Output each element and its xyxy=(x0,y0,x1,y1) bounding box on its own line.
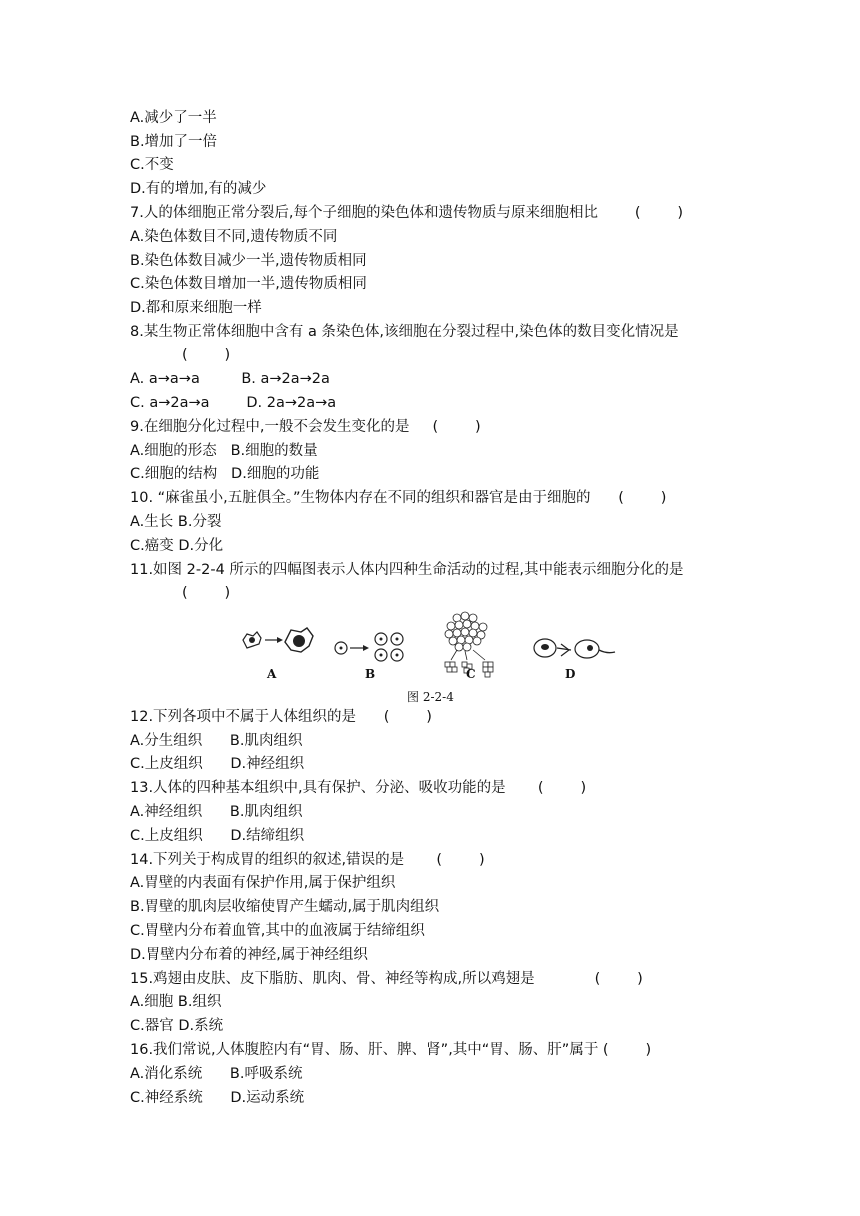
option-line: C.癌变 D.分化 xyxy=(130,538,224,554)
option-line: A.染色体数目不同,遗传物质不同 xyxy=(130,229,338,245)
option-line: A.生长 B.分裂 xyxy=(130,514,222,530)
option-line: C.神经系统 D.运动系统 xyxy=(130,1090,305,1106)
question-13: 13.人体的四种基本组织中,具有保护、分泌、吸收功能的是 ( ) xyxy=(130,780,587,796)
question-15: 15.鸡翅由皮肤、皮下脂肪、肌肉、骨、神经等构成,所以鸡翅是 ( ) xyxy=(130,971,643,987)
option-line: C. a→2a→a D. 2a→2a→a xyxy=(130,395,337,411)
question-11: 11.如图 2-2-4 所示的四幅图表示人体内四种生命活动的过程,其中能表示细胞分化的是 xyxy=(130,562,684,578)
figure-panel-b xyxy=(335,633,403,661)
question-14: 14.下列关于构成胃的组织的叙述,错误的是 ( ) xyxy=(130,852,485,868)
option-line: A.神经组织 B.肌肉组织 xyxy=(130,804,303,820)
option-line: B.染色体数目减少一半,遗传物质相同 xyxy=(130,253,367,269)
option-line: A.胃壁的内表面有保护作用,属于保护组织 xyxy=(130,875,396,891)
question-10: 10. “麻雀虽小,五脏俱全。”生物体内存在不同的组织和器官是由于细胞的 ( ) xyxy=(130,490,667,506)
option-line: C.染色体数目增加一半,遗传物质相同 xyxy=(130,276,367,292)
option-line: B.胃壁的肌肉层收缩使胃产生蠕动,属于肌肉组织 xyxy=(130,899,440,915)
figure-label-c: C xyxy=(466,667,476,681)
option-line: A.消化系统 B.呼吸系统 xyxy=(130,1066,303,1082)
option-line: A.分生组织 B.肌肉组织 xyxy=(130,733,303,749)
question-12: 12.下列各项中不属于人体组织的是 ( ) xyxy=(130,709,432,725)
figure-label-d: D xyxy=(565,667,576,681)
option-line: A.减少了一半 xyxy=(130,110,217,126)
option-line: B.增加了一倍 xyxy=(130,134,218,150)
option-line: C.器官 D.系统 xyxy=(130,1018,224,1034)
question-8: 8.某生物正常体细胞中含有 a 条染色体,该细胞在分裂过程中,染色体的数目变化情况是 xyxy=(130,324,679,340)
option-line: C.胃壁内分布着血管,其中的血液属于结缔组织 xyxy=(130,923,425,939)
option-line: C.细胞的结构 D.细胞的功能 xyxy=(130,466,320,482)
figure-label-a: A xyxy=(267,667,277,681)
question-16: 16.我们常说,人体腹腔内有“胃、肠、肝、脾、肾”,其中“胃、肠、肝”属于 ( ) xyxy=(130,1042,652,1058)
option-line: C.不变 xyxy=(130,157,174,173)
answer-parentheses: ( ) xyxy=(182,347,231,363)
answer-parentheses: ( ) xyxy=(182,585,231,601)
option-line: A.细胞 B.组织 xyxy=(130,994,222,1010)
option-line: D.有的增加,有的减少 xyxy=(130,181,267,197)
option-line: A.细胞的形态 B.细胞的数量 xyxy=(130,443,318,459)
question-7: 7.人的体细胞正常分裂后,每个子细胞的染色体和遗传物质与原来细胞相比 ( ) xyxy=(130,205,684,221)
figure-panel-d xyxy=(534,639,615,658)
figure-label-b: B xyxy=(365,667,376,681)
figure-caption: 图 2-2-4 xyxy=(407,690,454,704)
option-line: A. a→a→a B. a→2a→2a xyxy=(130,371,330,387)
question-9: 9.在细胞分化过程中,一般不会发生变化的是 ( ) xyxy=(130,419,481,435)
option-line: D.都和原来细胞一样 xyxy=(130,300,262,316)
option-line: D.胃壁内分布着的神经,属于神经组织 xyxy=(130,947,368,963)
option-line: C.上皮组织 D.结缔组织 xyxy=(130,828,305,844)
figure-panel-a xyxy=(243,628,313,652)
option-line: C.上皮组织 D.神经组织 xyxy=(130,756,305,772)
